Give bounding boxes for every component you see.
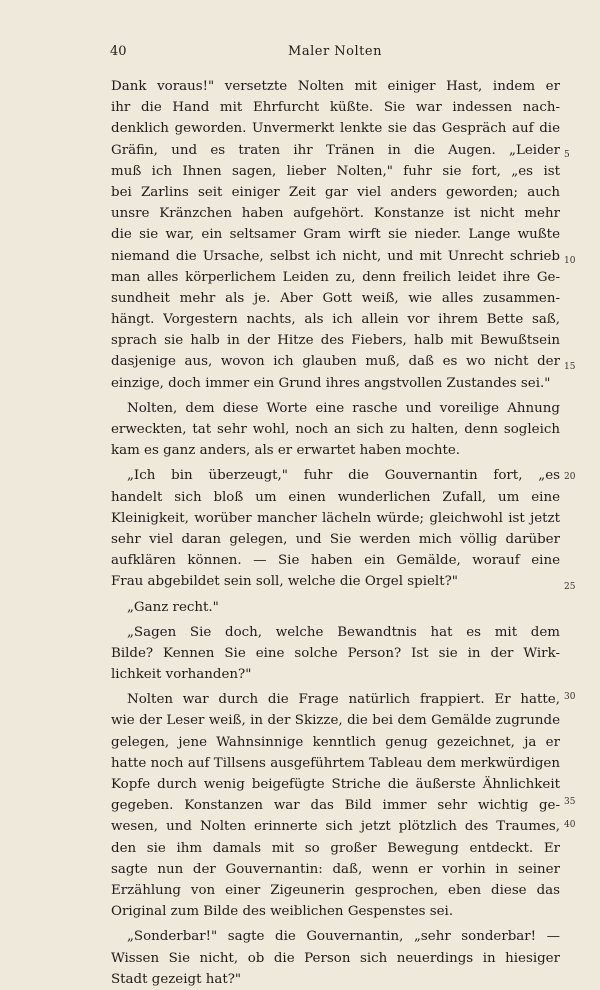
text-line: denklich geworden. Unvermerkt lenkte sie das Gespräch auf die [111,121,560,137]
text-line: sundheit mehr als je. Aber Gott weiß, wie alles zusammen- [111,290,560,306]
line-number: 10 [564,256,576,266]
text-line: Original zum Bilde des weiblichen Gespenstes sei. [111,904,454,920]
text-line: Frau abgebildet sein soll, welche die Orgel spielt?" [111,574,458,590]
text-line: aufklären können. — Sie haben ein Gemälde, worauf eine [111,553,560,569]
text-line: bei Zarlins seit einiger Zeit gar viel anders geworden; auch [111,184,560,200]
line-number: 5 [564,150,570,160]
page-header [110,44,560,62]
text-line: Gräfin, und es traten ihr Tränen in die Augen. „Leider [111,142,560,158]
text-line: man alles körperlichem Leiden zu, denn freilich leidet ihre Ge- [111,269,560,285]
text-line: unsre Kränzchen haben aufgehört. Konstanze ist nicht mehr [111,206,560,222]
text-line: Kopfe durch wenig beigefügte Striche die äußerste Ähnlichkeit [111,777,560,792]
text-line: sagte nun der Gouvernantin: daß, wenn er vorhin in seiner [111,861,560,877]
text-line: hatte noch auf Tillsens ausgeführtem Tableau dem merkwürdigen [111,755,560,771]
text-line: Kleinigkeit, worüber mancher lächeln würde; gleichwohl ist jetzt [111,510,560,526]
page-number: 40 [110,44,127,59]
text-line: hängt. Vorgestern nachts, als ich allein vor ihrem Bette saß, [111,312,560,328]
text-line: sehr viel daran gelegen, und Sie werden mich völlig darüber [111,531,560,547]
line-number: 40 [564,820,576,830]
text-line: einzige, doch immer ein Grund ihres angstvollen Zustandes sei." [111,375,551,391]
text-line: muß ich Ihnen sagen, lieber Nolten," fuhr sie fort, „es ist [111,163,560,179]
text-line: dasjenige aus, wovon ich glauben muß, daß es wo nicht der [111,354,560,370]
line-number: 15 [564,362,576,372]
text-line: niemand die Ursache, selbst ich nicht, und mit Unrecht schrieb [111,248,560,264]
text-line: Bilde? Kennen Sie eine solche Person? Ist sie in der Wirk- [111,645,560,661]
text-line: „Sagen Sie doch, welche Bewandtnis hat es mit dem [127,624,560,640]
text-line: erweckten, tat sehr wohl, noch an sich zu halten, denn sogleich [111,422,560,437]
text-line: „Ganz recht." [127,599,219,615]
running-title: Maler Nolten [288,44,382,59]
text-line: „Ich bin überzeugt," fuhr die Gouvernantin fort, „es [127,468,560,484]
text-line: Wissen Sie nicht, ob die Person sich neuerdings in hiesiger [111,950,560,966]
text-line: Nolten, dem diese Worte eine rasche und voreilige Ahnung [127,400,560,416]
text-line: „Sonderbar!" sagte die Gouvernantin, „sehr sonderbar! — [127,929,560,945]
text-line: Stadt gezeigt hat?" [111,971,242,987]
text-line: lichkeit vorhanden?" [111,667,252,683]
text-line: kam es ganz anders, als er erwartet haben mochte. [111,443,461,459]
text-line: handelt sich bloß um einen wunderlichen Zufall, um eine [111,489,560,505]
line-number: 30 [564,692,576,702]
body-text [111,76,560,990]
text-line: wesen, und Nolten erinnerte sich jetzt plötzlich des Traumes, [111,819,560,835]
text-line: gelegen, jene Wahnsinnige kenntlich genug gezeichnet, ja er [111,734,560,750]
text-line: gegeben. Konstanzen war das Bild immer sehr wichtig ge- [111,798,560,814]
line-number: 20 [564,472,576,482]
text-line: sprach sie halb in der Hitze des Fiebers, halb mit Bewußtsein [111,333,560,349]
text-line: Nolten war durch die Frage natürlich frappiert. Er hatte, [127,692,560,708]
text-line: Dank voraus!" versetzte Nolten mit einiger Hast, indem er [111,79,560,94]
line-number: 35 [564,797,576,807]
line-number: 25 [564,582,576,592]
text-line: wie der Leser weiß, in der Skizze, die bei dem Gemälde zugrunde [111,713,560,729]
text-line: die sie war, ein seltsamer Gram wirft sie nieder. Lange wußte [111,227,560,243]
text-line: ihr die Hand mit Ehrfurcht küßte. Sie war indessen nach- [111,100,560,116]
text-line: Erzählung von einer Zigeunerin gesprochen, eben diese das [111,882,560,898]
text-line: den sie ihm damals mit so großer Bewegung entdeckt. Er [111,840,560,856]
